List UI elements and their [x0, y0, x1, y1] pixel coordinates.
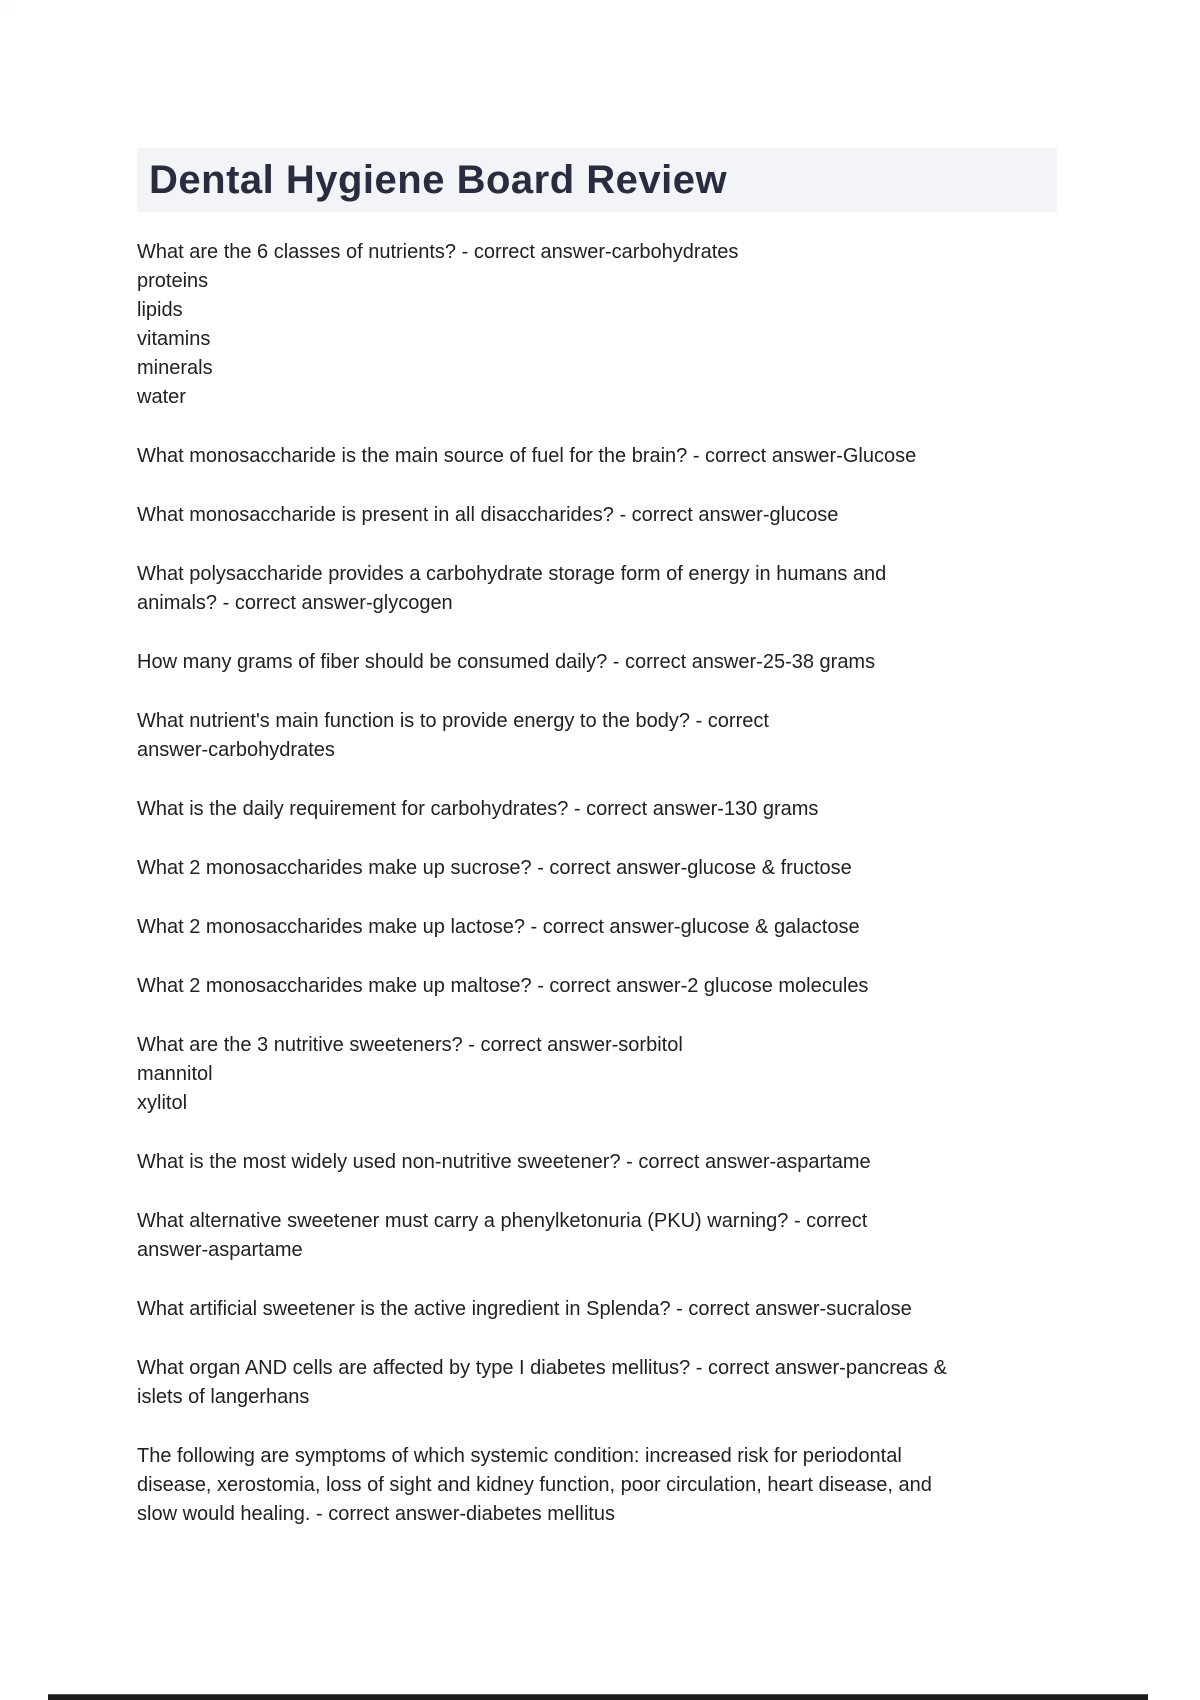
qa-paragraph: [137, 442, 1117, 471]
qa-line: vitamins: [137, 328, 211, 350]
qa-line: What nutrient's main function is to provide energy to the body? - correct: [137, 710, 769, 732]
qa-paragraph: [137, 1354, 1117, 1412]
title-highlight-band: [137, 148, 1057, 212]
qa-line: What is the daily requirement for carbohydrates? - correct answer-130 grams: [137, 798, 819, 820]
qa-line: The following are symptoms of which systemic condition: increased risk for periodontal: [137, 1445, 902, 1467]
qa-paragraph: [137, 1148, 1117, 1177]
qa-line: answer-carbohydrates: [137, 739, 335, 761]
qa-paragraph: [137, 1031, 1117, 1118]
qa-paragraph: [137, 1295, 1117, 1324]
qa-line: disease, xerostomia, loss of sight and kidney function, poor circulation, heart disease, and: [137, 1474, 932, 1496]
qa-line: What 2 monosaccharides make up maltose? - correct answer-2 glucose molecules: [137, 975, 869, 997]
qa-paragraph: [137, 560, 1117, 618]
qa-paragraph: [137, 648, 1117, 677]
page-bottom-divider: [48, 1694, 1148, 1700]
qa-paragraph: [137, 238, 1117, 412]
qa-paragraph: [137, 1442, 1117, 1529]
qa-line: lipids: [137, 299, 183, 321]
qa-line: water: [137, 386, 186, 408]
qa-line: How many grams of fiber should be consumed daily? - correct answer-25-38 grams: [137, 651, 876, 673]
qa-paragraph: [137, 501, 1117, 530]
qa-paragraph: [137, 1207, 1117, 1265]
qa-line: answer-aspartame: [137, 1239, 303, 1261]
qa-paragraph: [137, 707, 1117, 765]
qa-line: animals? - correct answer-glycogen: [137, 592, 453, 614]
qa-line: slow would healing. - correct answer-diabetes mellitus: [137, 1503, 615, 1525]
qa-line: What monosaccharide is the main source of fuel for the brain? - correct answer-Glucose: [137, 445, 917, 467]
qa-line: What alternative sweetener must carry a phenylketonuria (PKU) warning? - correct: [137, 1210, 868, 1232]
qa-paragraph: [137, 854, 1117, 883]
qa-line: What are the 6 classes of nutrients? - correct answer-carbohydrates: [137, 241, 739, 263]
qa-line: proteins: [137, 270, 209, 292]
qa-line: What polysaccharide provides a carbohydrate storage form of energy in humans and: [137, 563, 887, 585]
page-corner-artifact: [0, 0, 15, 15]
qa-line: What monosaccharide is present in all disaccharides? - correct answer-glucose: [137, 504, 839, 526]
qa-paragraph: [137, 972, 1117, 1001]
qa-content: [137, 238, 1117, 1559]
page-title: Dental Hygiene Board Review: [149, 157, 728, 202]
qa-paragraph: [137, 795, 1117, 824]
qa-line: What 2 monosaccharides make up sucrose? - correct answer-glucose & fructose: [137, 857, 852, 879]
qa-line: What 2 monosaccharides make up lactose? - correct answer-glucose & galactose: [137, 916, 860, 938]
qa-line: minerals: [137, 357, 213, 379]
qa-line: What organ AND cells are affected by type I diabetes mellitus? - correct answer-pancreas &: [137, 1357, 948, 1379]
qa-line: What artificial sweetener is the active ingredient in Splenda? - correct answer-sucralose: [137, 1298, 912, 1320]
qa-paragraph: [137, 913, 1117, 942]
qa-line: islets of langerhans: [137, 1386, 310, 1408]
qa-line: xylitol: [137, 1092, 188, 1114]
qa-line: What are the 3 nutritive sweeteners? - correct answer-sorbitol: [137, 1034, 683, 1056]
qa-line: What is the most widely used non-nutritive sweetener? - correct answer-aspartame: [137, 1151, 871, 1173]
qa-line: mannitol: [137, 1063, 213, 1085]
